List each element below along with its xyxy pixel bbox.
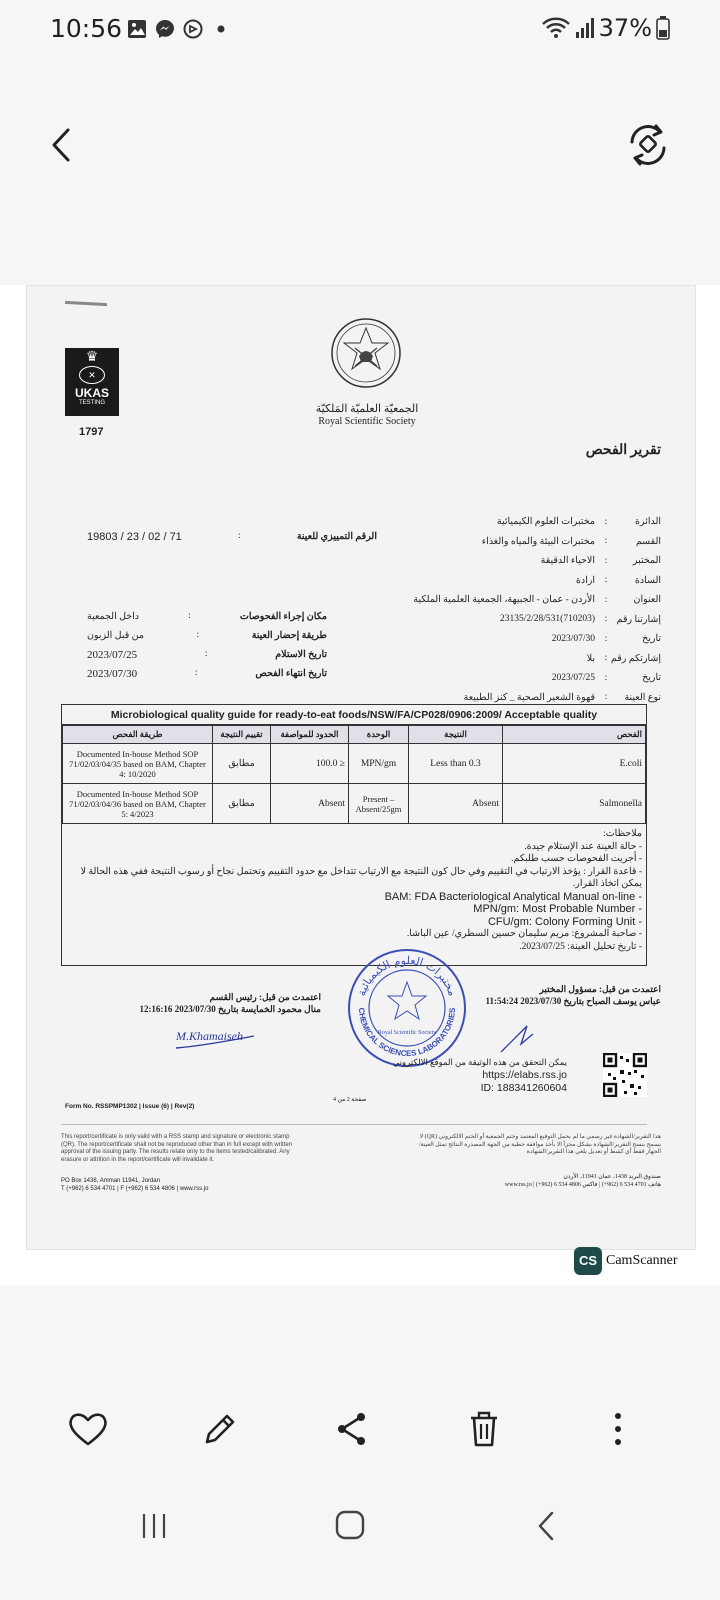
note-line-en: BAM: FDA Bacteriological Analytical Manual on-line - <box>384 890 642 903</box>
cs-watermark-text: CamScanner <box>606 1253 678 1268</box>
lab-approval: اعتمدت من قبل: مسؤول المختبر عباس يوسف الصباح بتاريخ 2023/07/30 11:54:24 <box>485 984 661 1006</box>
qr-code-icon <box>603 1053 647 1097</box>
field-row: تاريخ : 2023/07/25 <box>551 672 661 684</box>
table-row: Documented In-house Method SOP 71/02/03/04/36 based on BAM, Chapter 5: 4/2023 مطابق Absent Present – Absent/25gm Absent Salmonella <box>63 784 646 824</box>
note-line: - صاحبة المشروع: مريم سليمان حسين السطري/ عين الباشا. <box>406 929 642 939</box>
org-name-ar: الجمعيّة العلميّة المَلكيّة <box>315 403 419 415</box>
rss-logo-icon <box>329 316 403 390</box>
edit-pencil-icon[interactable] <box>195 1404 245 1454</box>
document-title: تقرير الفحص <box>585 443 661 458</box>
status-time: 10:56 <box>50 14 123 43</box>
camscanner-watermark <box>574 1246 678 1276</box>
ukas-number: 1797 <box>79 426 104 438</box>
field-row: إشارتكم رقم : بلا <box>586 653 661 664</box>
share-icon[interactable] <box>327 1404 377 1454</box>
notes-title: ملاحظات: <box>603 829 642 839</box>
crown-icon: ♛ <box>85 350 99 365</box>
field-row: إشارتنا رقم : 23135/2/28/531(710203) <box>500 614 661 625</box>
scan-mark <box>65 301 107 306</box>
ukas-logo <box>65 348 119 416</box>
footer-divider <box>61 1124 647 1125</box>
field-row: القسم : مختبرات البيئة والمياه والغذاء <box>481 536 661 547</box>
note-line-en: MPN/gm: Most Probable Number - <box>473 903 642 915</box>
field-row: تاريخ : 2023/07/30 <box>551 633 661 645</box>
status-bar <box>0 0 720 60</box>
home-icon[interactable] <box>330 1508 370 1544</box>
heart-icon[interactable] <box>63 1404 113 1454</box>
top-bar <box>0 100 720 200</box>
mid-field-row: مكان إجراء الفحوصات : داخل الجمعية <box>87 611 327 622</box>
mid-field-row: تاريخ الاستلام : 2023/07/25 <box>87 649 327 661</box>
verify-id: ID: 188341260604 <box>480 1082 567 1094</box>
battery-percent: 37% <box>598 14 652 42</box>
verification-info: يمكن التحقق من هذه الوثيقة من الموقع الالكتروني https://elabs.rss.jo ID: 188341260604 <box>392 1057 567 1094</box>
battery-icon <box>656 16 670 40</box>
lab-stamp <box>345 946 469 1070</box>
ukas-mark-icon: ✕ <box>79 366 105 384</box>
whatsapp-icon <box>182 18 204 40</box>
signature-text: M.Khamaiseh <box>176 1029 243 1043</box>
back-icon[interactable] <box>528 1508 568 1544</box>
notes-section <box>62 824 646 953</box>
signature-mark <box>497 1024 537 1054</box>
field-row: السادة : ارادة <box>575 575 661 586</box>
note-line: - حالة العينة عند الإستلام جيدة. <box>524 841 642 852</box>
notification-icons <box>126 18 232 40</box>
rotate-icon[interactable] <box>620 120 676 170</box>
footer-address-ar: صندوق البريد 1438، عمان 11941، الأردن هاتف 4701 534 6 (962+) | فاكس 4806 534 6 (962+) | www.rss.jo <box>504 1174 661 1188</box>
note-line: - أجريت الفحوصات حسب طلبكم. <box>511 854 642 864</box>
org-name-en: Royal Scientific Society <box>318 416 416 427</box>
verify-url: https://elabs.rss.jo <box>482 1069 567 1081</box>
more-vertical-icon[interactable] <box>593 1404 643 1454</box>
wifi-icon <box>541 17 571 39</box>
scanned-document <box>26 285 696 1250</box>
recents-icon[interactable] <box>134 1508 174 1544</box>
signal-icon <box>575 17 595 39</box>
field-row: العنوان : الأردن - عمان - الجبيهة، الجمعية العلمية الملكية <box>413 594 661 606</box>
form-number: Form No. RSSPMP1302 | Issue (6) | Rev(2) <box>65 1103 195 1110</box>
ukas-sub: TESTING <box>78 400 105 406</box>
image-viewer[interactable] <box>0 285 720 1285</box>
delete-trash-icon[interactable] <box>459 1404 509 1454</box>
footer-disclaimer-en: This report/certificate is only valid with a RSS stamp and signature or electronic stamp (QR). The report/certificate shall not be reproduced other than in full except with written approval of the issuing party. The results relate only to the items tested/calibrated. Any erasure or attrition in the report/certificate will invalidate it. <box>61 1134 293 1163</box>
report-fields <box>371 512 661 707</box>
messenger-icon <box>154 18 176 40</box>
signature-image <box>172 1024 262 1054</box>
mid-field-row: طريقة إحضار العينة : من قبل الزبون <box>87 630 327 641</box>
note-line: - تاريخ تحليل العينة: 2023/07/25. <box>519 941 642 952</box>
field-row: المختبر : الاحياء الدقيقة <box>540 555 661 567</box>
system-nav-bar <box>0 1496 720 1556</box>
sample-id-row: 19803 / 23 / 02 / 71 : الرقم التمييزي للعينة <box>87 531 377 543</box>
note-line: - قاعدة القرار : يؤخذ الارتياب في التقييم وفي حال كون النتيجة مع الارتياب تتداخل مع حدود التقييم وتحتمل نجاح أو رسوب النتيجة ففي هذه الحالة لا يمكن اتخاذ القرار. <box>80 866 642 889</box>
results-table <box>61 704 647 966</box>
field-row: الدائرة : مختبرات العلوم الكيميائية <box>496 516 661 528</box>
gallery-icon <box>126 18 148 40</box>
stamp-inner-text: Royal Scientific Society <box>377 1030 437 1036</box>
action-bar <box>0 1396 720 1466</box>
note-line-en: CFU/gm: Colony Forming Unit - <box>487 915 642 928</box>
stamp-bottom-text: CHEMICAL SCIENCES LABORATORIES <box>356 1007 458 1059</box>
ukas-label: UKAS <box>74 386 109 400</box>
table-title: Microbiological quality guide for ready-to-eat foods/NSW/FA/CP028/0906:2009/ Acceptable quality <box>62 705 646 725</box>
mid-field-row: تاريخ انتهاء الفحص : 2023/07/30 <box>87 668 327 680</box>
status-right <box>541 14 670 42</box>
footer-disclaimer-ar: هذا التقرير/الشهادة غير رسمي ما لم يحمل التوقيع المعتمد وختم الجمعية أو الختم الالكتروني (QR) لا يسمح بنسخ التقرير/الشهادة بشكل مجزأ الا بأخذ موافقة خطية من الجهة المصدرة النتائج تمثل العينة/الجهاز فقط أي كشط أو تعديل يلغي هذا التقرير/الشهادة <box>418 1134 661 1155</box>
dept-approval: اعتمدت من قبل: رئيس القسم منال محمود الخمايسة بتاريخ 2023/07/30 12:16:16 <box>139 992 321 1014</box>
results-grid <box>62 725 646 824</box>
back-chevron-icon[interactable] <box>40 120 84 170</box>
table-header-row: طريقة الفحص تقييم النتيجة الحدود للمواصفة الوحدة النتيجة الفحص <box>63 726 646 744</box>
dot-icon <box>210 18 232 40</box>
stamp-outer-text: مختبرات العلوم الكيميائية <box>354 953 460 998</box>
footer-address-en: PO Box 1438, Amman 11941, Jordan T (+962) 6 534 4701 | F (+962) 6 534 4806 | www.rss.jo <box>61 1178 209 1192</box>
cs-logo-icon: CS <box>574 1247 602 1275</box>
table-row: Documented In-house Method SOP 71/02/03/04/35 based on BAM, Chapter 4: 10/2020 مطابق 100.0 ≥ MPN/gm Less than 0.3 E.coli <box>63 744 646 784</box>
field-row: نوع العينة : قهوة الشعير الصحية _ كنز الطبيعة <box>463 692 661 703</box>
page-number: صفحة 2 من 4 <box>333 1097 367 1103</box>
svg-text:مختبرات العلوم الكيميائية <box>355 954 459 998</box>
